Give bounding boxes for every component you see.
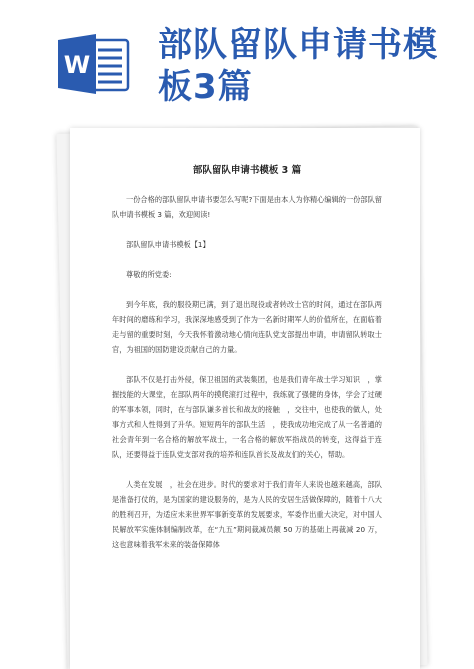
header-banner [0, 0, 474, 120]
svg-text:W: W [63, 51, 91, 79]
document-title: 部队留队申请书模板 3 篇 [192, 165, 302, 176]
section-heading: 部队留队申请书模板【1】 [126, 240, 210, 249]
banner-title: 部队留队申请书模板3篇 [158, 25, 438, 107]
document-page [70, 128, 420, 669]
body-paragraph: 到今年底，我的服役期已满，到了退出现役或者转改士官的时间，通过在部队两年时间的磨练和学习，我深深地感受到了作为一名新时期军人的价值所在，在面临着走与留的重要时刻，今天我怀着激动地心情向连队党支部提出申请，申请留队转取士官，为祖国的国防建设贡献自己的力量。 [112, 300, 382, 354]
word-document-icon [58, 34, 130, 94]
salutation: 尊敬的所党委: [126, 270, 172, 279]
body-paragraph: 人类在发展 ，社会在进步。时代的要求对于我们青年人来说也越来越高，部队是准备打仗的，是为国家的建设服务的，是为人民的安居生活做保障的，随着十八大的胜利召开，为适应未来世界军事新变革的发展要求，军委作出重大决定，对中国人民解放军实施体制编制改革，在“九五”期间裁减员额 50 万的基础上再裁减 20 万，这也意味着我军未来的装备保障体 [112, 480, 382, 549]
body-paragraph: 部队不仅是打击外侵，保卫祖国的武装集团，也是我们青年战士学习知识 ，掌握技能的大课堂，在部队两年的摸爬滚打过程中，我练就了强健的身体，学会了过硬的军事本领，同时，在与部队谦多首长和战友的接触 ，交往中，也使我的做人，处事方式和人性得到了升华。短短两年的部队生活 ，使我成功地完成了从一名普通的社会青年到一名合格的解放军战士，一名合格的解放军指战员的转变，这得益于连队，还要得益于连队党支部对我的培养和连队首长及战友们的关心，帮助。 [112, 375, 382, 459]
intro-paragraph: 一份合格的部队留队申请书要怎么写呢?下面是由本人为你精心编辑的一份部队留队申请书模板 3 篇，欢迎阅读! [112, 195, 382, 219]
